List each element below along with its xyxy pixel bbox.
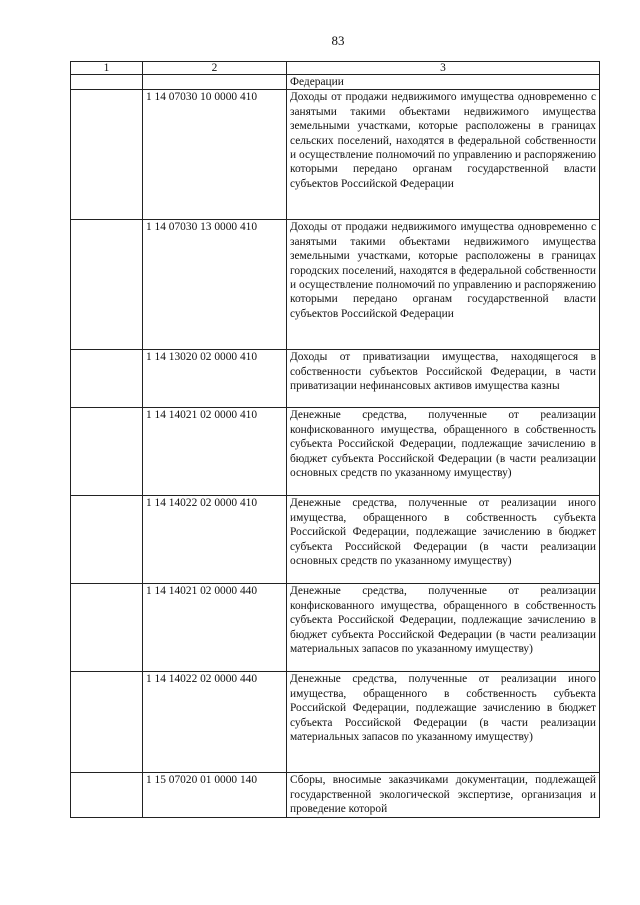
cell-empty <box>71 90 143 220</box>
table-row <box>71 584 600 672</box>
cell-code: 1 14 13020 02 0000 410 <box>143 350 287 408</box>
cell-description: Денежные средства, полученные от реализации иного имущества, обращенного в собственность субъекта Российской Федерации, подлежащие зачислению в бюджет субъекта Российской Федерации (в части реализации основных средств по указанному имуществу) <box>287 496 600 584</box>
page-number: 83 <box>331 33 345 48</box>
table-row <box>71 773 600 817</box>
cell-description: Денежные средства, полученные от реализации иного имущества, обращенного в собственность субъекта Российской Федерации, подлежащие зачислению в бюджет субъекта Российской Федерации (в части реализации материальных запасов по указанному имуществу) <box>287 672 600 773</box>
table-header <box>71 62 600 75</box>
cell-description: Сборы, вносимые заказчиками документации, подлежащей государственной экологической экспертизе, организация и проведение которой <box>287 773 600 817</box>
table-header-row <box>71 62 600 75</box>
cell-empty <box>71 773 143 817</box>
cell-description: Доходы от продажи недвижимого имущества одновременно с занятыми такими объектами недвижимого имущества земельными участками, которые расположены в границах сельских поселений, находятся в федеральной собственности и осуществление полномочий по управлению и распоряжению которыми передано органам государственной власти субъектов Российской Федерации <box>287 90 600 220</box>
table-row <box>71 496 600 584</box>
cell-empty <box>143 75 287 90</box>
table-row <box>71 672 600 773</box>
table-row <box>71 220 600 350</box>
cell-empty <box>71 220 143 350</box>
table-row <box>71 350 600 408</box>
cell-description: Денежные средства, полученные от реализации конфискованного имущества, обращенного в собственность субъекта Российской Федерации, подлежащие зачислению в бюджет субъекта Российской Федерации (в части реализации основных средств по указанному имуществу) <box>287 408 600 496</box>
cell-empty <box>71 672 143 773</box>
table-row <box>71 408 600 496</box>
cell-empty <box>71 496 143 584</box>
table-row-continuation <box>71 75 600 90</box>
table-row <box>71 90 600 220</box>
column-header-2: 2 <box>143 62 287 75</box>
column-header-3: 3 <box>287 62 600 75</box>
cell-empty <box>71 584 143 672</box>
cell-description: Доходы от приватизации имущества, находящегося в собственности субъектов Российской Федерации, в части приватизации нефинансовых активов имущества казны <box>287 350 600 408</box>
cell-code: 1 14 14022 02 0000 410 <box>143 496 287 584</box>
cell-code: 1 14 14021 02 0000 440 <box>143 584 287 672</box>
cell-empty <box>71 408 143 496</box>
cell-description: Федерации <box>287 75 600 90</box>
revenue-code-table <box>70 61 600 818</box>
cell-description: Доходы от продажи недвижимого имущества одновременно с занятыми такими объектами недвижимого имущества земельными участками, которые расположены в границах городских поселений, находятся в федеральной собственности и осуществление полномочий по управлению и распоряжению которыми передано органам государственной власти субъектов Российской Федерации <box>287 220 600 350</box>
cell-code: 1 15 07020 01 0000 140 <box>143 773 287 817</box>
cell-code: 1 14 14022 02 0000 440 <box>143 672 287 773</box>
column-header-1: 1 <box>71 62 143 75</box>
cell-description: Денежные средства, полученные от реализации конфискованного имущества, обращенного в собственность субъекта Российской Федерации, подлежащие зачислению в бюджет субъекта Российской Федерации (в части реализации материальных запасов по указанному имуществу) <box>287 584 600 672</box>
cell-empty <box>71 350 143 408</box>
cell-code: 1 14 14021 02 0000 410 <box>143 408 287 496</box>
cell-code: 1 14 07030 13 0000 410 <box>143 220 287 350</box>
cell-empty <box>71 75 143 90</box>
cell-code: 1 14 07030 10 0000 410 <box>143 90 287 220</box>
